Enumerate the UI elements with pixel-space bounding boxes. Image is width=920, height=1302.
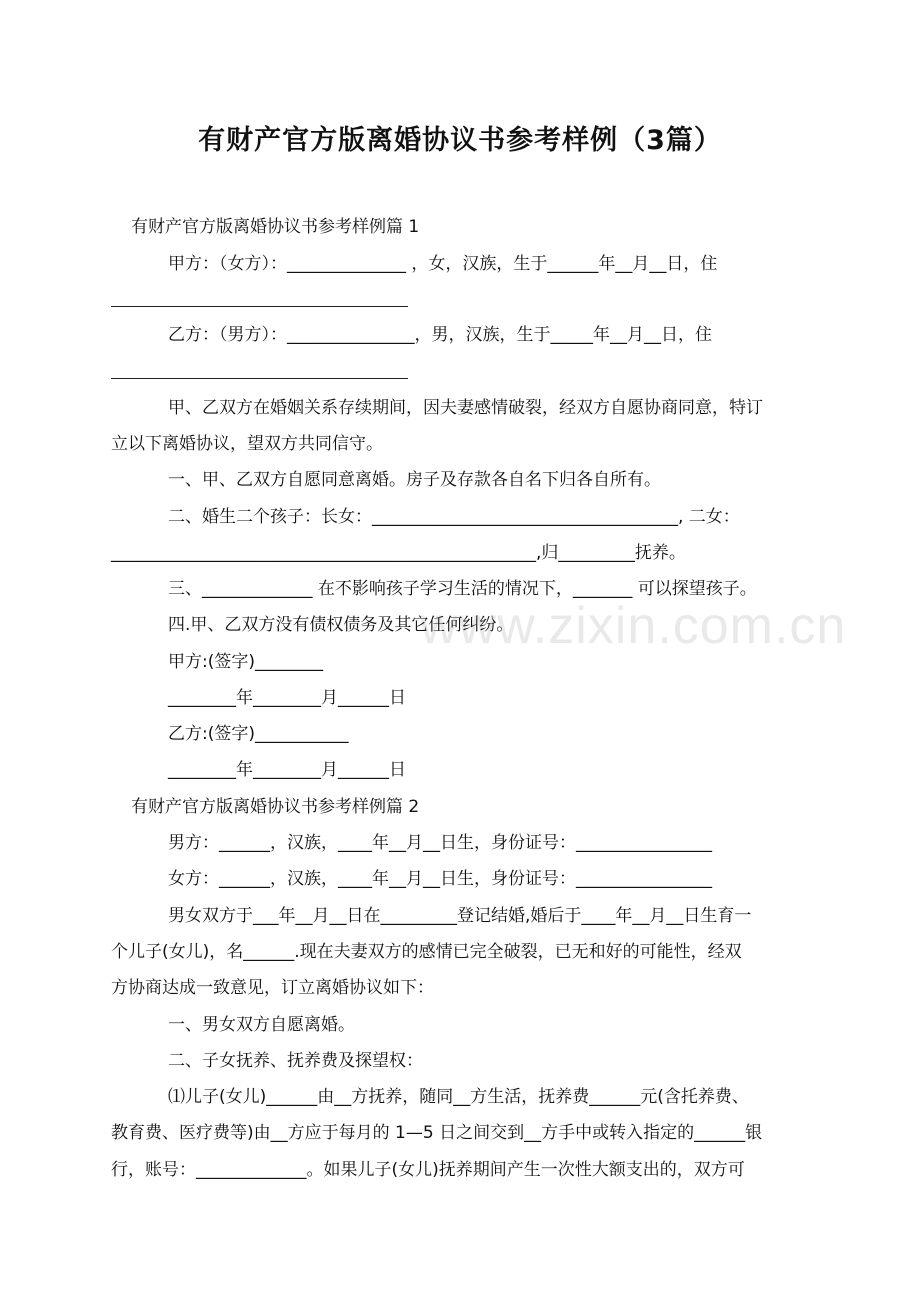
custody-line-1: ⑴儿子(女儿)______由__方抚养，随同__方生活，抚养费______元(含托养费、 — [168, 1087, 749, 1107]
watermark: www.zixin.com.cn — [420, 597, 847, 655]
marriage-line-1: 男女双方于___年__月__日在_________登记结婚,婚后于____年__月__日生育一 — [168, 906, 752, 926]
custody-line-2: 教育费、医疗费等)由__方应于每月的 1—5 日之间交到__方手中或转入指定的______银 — [111, 1123, 763, 1143]
clause-2-line-2: __________________________________________________,归_________抚养。 — [111, 543, 686, 563]
section-heading-1: 有财产官方版离婚协议书参考样例篇 1 — [131, 217, 420, 237]
document-title: 有财产官方版离婚协议书参考样例（3篇） — [198, 125, 722, 156]
party-a-line: 甲方：（女方）：______________ ，女，汉族，生于______年__月__日，住 — [168, 254, 718, 274]
preamble-line-1: 甲、乙双方在婚姻关系存续期间，因夫妻感情破裂，经双方自愿协商同意，特订 — [168, 398, 763, 418]
party-a-address-blank — [111, 306, 408, 307]
clause-1: 一、甲、乙双方自愿同意离婚。房子及存款各自名下归各自所有。 — [168, 470, 661, 490]
clause-2-2: 二、子女抚养、抚养费及探望权： — [168, 1051, 423, 1071]
clause-2-line-1: 二、婚生二个孩子：长女：____________________________________, 二女： — [168, 507, 740, 527]
marriage-line-2: 个儿子(女儿)，名______.现在夫妻双方的感情已完全破裂，已无和好的可能性，经双 — [111, 942, 742, 962]
party-a-date: ________年________月______日 — [168, 688, 406, 708]
clause-4: 四.甲、乙双方没有债权债务及其它任何纠纷。 — [168, 615, 514, 635]
male-party-line: 男方：______，汉族，____年__月__日生，身份证号：________________ — [168, 833, 712, 853]
clause-2-1: 一、男女双方自愿离婚。 — [168, 1015, 355, 1035]
party-b-date: ________年________月______日 — [168, 760, 406, 780]
party-b-address-blank — [111, 378, 408, 379]
preamble-line-2: 立以下离婚协议，望双方共同信守。 — [111, 434, 383, 454]
clause-3: 三、_____________ 在不影响孩子学习生活的情况下，_______ 可以探望孩子。 — [168, 579, 757, 599]
party-a-signature: 甲方:(签字)________ — [168, 652, 323, 672]
party-b-line: 乙方：（男方）：_______________，男，汉族，生于_____年__月__日，住 — [168, 325, 712, 345]
marriage-line-3: 方协商达成一致意见，订立离婚协议如下： — [111, 978, 434, 998]
custody-line-3: 行，账号：_____________。如果儿子(女儿)抚养期间产生一次性大额支出的，双方可 — [111, 1160, 745, 1180]
female-party-line: 女方：______，汉族，____年__月__日生，身份证号：________________ — [168, 869, 712, 889]
section-heading-2: 有财产官方版离婚协议书参考样例篇 2 — [131, 797, 420, 817]
party-b-signature: 乙方:(签字)___________ — [168, 724, 349, 744]
